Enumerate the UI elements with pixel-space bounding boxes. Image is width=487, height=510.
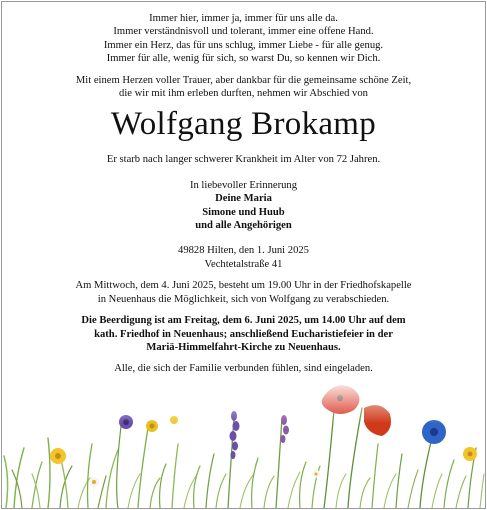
burial-line: kath. Friedhof in Neuenhaus; anschließend Eucharistiefeier in der xyxy=(94,328,393,340)
address-line: Vechtetalstraße 41 xyxy=(204,258,283,270)
wildflower-meadow-image xyxy=(2,378,485,508)
poem-line: Immer verständnisvoll und tolerant, immer eine offene Hand. xyxy=(113,26,374,38)
address-line: 49828 Hilten, den 1. Juni 2025 xyxy=(178,245,309,257)
invitation: Alle, die sich der Familie verbunden fühlen, sind eingeladen. xyxy=(114,363,373,375)
intro-line: Mit einem Herzen voller Trauer, aber dankbar für die gemeinsame schöne Zeit, xyxy=(75,74,412,86)
obituary-text xyxy=(2,12,485,376)
mourners xyxy=(2,179,485,233)
burial-info xyxy=(2,314,485,354)
age-line: Er starb nach langer schwerer Krankheit im Alter von 72 Jahren. xyxy=(106,154,381,166)
mourner-line: Simone und Huub xyxy=(202,206,285,218)
poem-line: Immer für alle, wenig für sich, so warst Du, so kennen wir Dich. xyxy=(106,53,381,65)
poem-line: Immer ein Herz, das für uns schlug, immer Liebe - für alle genug. xyxy=(103,39,384,51)
mourner-line: und alle Angehörigen xyxy=(195,220,292,232)
farewell-service xyxy=(2,279,485,306)
deceased-name: Wolfgang Brokamp xyxy=(110,106,377,143)
obituary-card xyxy=(1,1,486,509)
poem xyxy=(2,12,485,66)
service-line: Am Mittwoch, dem 4. Juni 2025, besteht um 19.00 Uhr in der Friedhofskapelle xyxy=(75,280,412,292)
address xyxy=(2,244,485,271)
farewell-intro xyxy=(2,74,485,101)
burial-line: Die Beerdigung ist am Freitag, dem 6. Juni 2025, um 14.00 Uhr auf dem xyxy=(81,315,406,327)
service-line: in Neuenhaus die Möglichkeit, sich von Wolfgang zu verabschieden. xyxy=(97,293,390,305)
remembrance-intro: In liebevoller Erinnerung xyxy=(189,179,298,191)
intro-line: die wir mit ihm erleben durften, nehmen wir Abschied von xyxy=(119,88,368,100)
burial-line: Mariä-Himmelfahrt-Kirche zu Neuenhaus. xyxy=(146,341,341,353)
mourner-line: Deine Maria xyxy=(215,193,272,205)
poem-line: Immer hier, immer ja, immer für uns alle da. xyxy=(149,13,338,24)
